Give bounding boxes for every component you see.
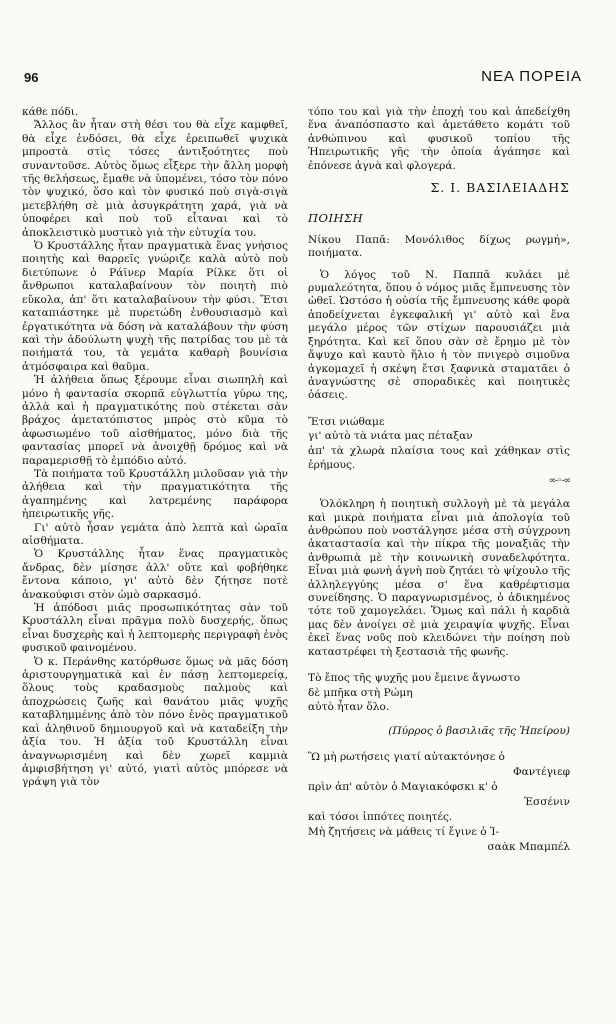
journal-title: ΝΕΑ ΠΟΡΕΙΑ [481, 68, 582, 85]
paragraph: Ὁ Κρυστάλλης ἦταν πραγματικὰ ἕνας γνήσιος ποιητὴς καὶ θαρρεῖς γνώριζε καλὰ αὐτὸ ποὺ διετύπωνε ὁ Ράϊνερ Μαρία Ρίλκε ὅτι οἱ ἄνθρωποι καταλαβαίνουν τὸν ποιητὴ πιὸ εὔκολα, ἀπ' ὅτι καταλαβαίνουν τὴν φύσι. Ἔτσι καταπιάστηκε μὲ πυρετώδη ἐνθουσιασμὸ καὶ ἐργατικότητα νὰ δόση νὰ καταλάβουν τὴν φύση καὶ τὴν ἀδούλωτη ψυχὴ τῆς πατρίδας του μὲ τὰ ποιήματά του, τὰ γεμάτα καθαρὴ βουνίσια ἀτμόσφαιρα καὶ θαῦμα. [22, 240, 288, 373]
poem-line: Μὴ ζητήσεις νὰ μάθεις τί ἔγινε ὁ Ἰ- [308, 825, 500, 838]
poem-source: (Πύρρος ὁ βασιλιᾶς τῆς Ἠπείρου) [388, 724, 570, 737]
book-reference: Νίκου Παπᾶ: Μονόλιθος δίχως ρωγμή», ποιήματα. [308, 233, 570, 260]
poem-line: καὶ τόσοι ἱππότες ποιητές. [308, 810, 453, 823]
paragraph: Ἄλλος ἂν ἦταν στὴ θέσι του θὰ εἶχε καμφθεῖ, θὰ εἶχε ἐνδόσει, θὰ εἶχε ἐρειπωθεῖ ψυχικὰ μπροστὰ στὶς τόσες ἀντιξοότητες ποὺ συναντοῦσε. Αὐτὸς ὅμως εἶξερε τὴν ἄλλη μορφὴ τῆς θελήσεως, ἔμαθε νὰ ὑπομένει, τόσο τὸν πόνο τὸν ψυχικό, ὅσο καὶ τὸν φυσικό ποὺ σιγὰ-σιγὰ μετεβλήθη σὲ μιὰ ἀσυγκράτητη χαρά, γιὰ νὰ ὑποφέρει καὶ ποὺ τοῦ εἶταναι καὶ τὸ ἀποκλειστικὸ μυστικὸ γιὰ τὴν εὐτυχία του. [22, 119, 288, 239]
poem-line: πρὶν ἀπ' αὐτὸν ὁ Μαγιακόφσκι κ' ὁ [308, 780, 498, 793]
page-number: 96 [24, 70, 39, 85]
paragraph: Ὁλόκληρη ἡ ποιητικὴ συλλογὴ μὲ τὰ μεγάλα καὶ μικρὰ ποιήματα εἶναι μιὰ ἀπολογία τοῦ ἀνθρώπου ποὺ νοστάλγησε μέσα στὴ σύγχρονη ἀκαταστασία καὶ τὴν πίκρα τῆς μοναξιᾶς τὴν ἀνθρωπιὰ μὲ τὴν κοινωνικὴ συναδελφότητα. Εἶναι μιὰ φωνὴ ἁγνὴ ποὺ ζητάει τὸ ψίχουλο τῆς ἀλληλεγγύης μέσα σ' ἕνα καθρέφτισμα συνείδησης. Ὁ παραγνωρισμένος, ὁ ἀδικημένος τότε τοῦ χαμογελάει. Ὅμως καὶ πάλι ἡ καρδιὰ μας δὲν ἀνοίγει σὲ μιὰ χειραψία ψυχῆς. Εἶναι ἐκεῖ ἕνας νοῦς ποὺ κλειδώνει τὴν ποίηση ποὺ καταστρέφει τὴ ξεστασιὰ τῆς φωνῆς. [308, 498, 570, 658]
paragraph: Γι' αὐτὸ ἦσαν γεμάτα ἀπὸ λεπτὰ καὶ ὡραῖα αἰσθήματα. [22, 521, 288, 547]
paragraph: Ἡ ἀλήθεια ὅπως ξέρουμε εἶναι σιωπηλὴ καὶ μόνο ἡ φαντασία σκορπᾶ εὐγλωττία γύρω της, ἀλλὰ καὶ ἡ πραγματικότης ποὺ στέκεται σὰν βράχος ἀμετατόπιστος μπρὸς στὸ κῦμα τὸ ἀφωσιωμένο τοῦ αἰσθήματος, μόνο διὰ τῆς φαντασίας μπορεῖ νὰ ἀνοιχθῇ δρόμος καὶ νὰ παραμερισθῇ τὸ ἐμπόδιο αὐτό. [22, 374, 288, 467]
poem-line: Φαντέγιεφ [512, 765, 570, 778]
paragraph: Ὁ Κρυστάλλης ἦταν ἕνας πραγματικὸς ἄνδρας, δὲν μίσησε ἀλλ' οὔτε καὶ φοβήθηκε ἔντονα κάποιο, γι' αὐτὸ δὲν ζήτησε ποτὲ ἀνακούφισι στὸν ὠμὸ σαρκασμό. [22, 548, 288, 601]
poem-line: Ἐσσένιν [523, 795, 570, 808]
poem-excerpt [308, 750, 570, 855]
poem-line: Ἔτσι νιώθαμε [308, 415, 385, 428]
poem-line: αὐτὸ ἦταν ὅλο. [308, 701, 390, 713]
paragraph: Ὁ κ. Περάνθης κατόρθωσε ὅμως νὰ μᾶς δόση ἀριστουργηματικὰ καὶ ἐν πάσῃ λεπτομερείᾳ, ὅλους τοὺς κραδασμοὺς παλμοὺς καὶ ἀποχρώσεις ζωῆς καὶ θανάτου μιᾶς ψυχῆς καταβλημμένης ἀπὸ τὸν πόνο ἑνὸς πραγματικοῦ καὶ ἀληθινοῦ δημιουργοῦ καὶ νὰ καταδείξη τὴν ἀξία του. Ἡ ἀξία τοῦ Κρυστάλλη εἶναι ἀναγνωρισμένη καὶ δὲν χωρεῖ καμμιὰ ἀμφισβήτηση γι' αὐτό, γιατὶ αὐτὸς μπόρεσε νὰ γράψη γιὰ τὸν [22, 655, 288, 789]
poem-line: ἀπ' τὰ χλωρὰ πλαίσια τους καὶ χάθηκαν στὶς ἐρήμους. [308, 444, 570, 472]
paragraph: Ὁ λόγος τοῦ Ν. Παππᾶ κυλάει μὲ ρυμαλεότητα, ὅπου ὁ νόμος μιᾶς ἔμπνευσης τὸν ὠθεῖ. Ὡστόσο ἡ οὐσία τῆς ἔμπνευσης κάθε φορὰ ἀποδείχνεται ἐγκεφαλική γι' αὐτὸ καὶ ἕνα μεγάλο μέρος τῶν στίχων παρουσιάζει μιὰ ξηρότητα. Καὶ κεῖ ὅπου σὰν σὲ ἔρημο μὲ τὸν ἄψυχο καὶ καυτὸ ἥλιο ἡ τὸν πνιγερὸ σιμοῦνα ἀγκομαχεῖ ἡ σκέψη ἔτσι ξαφνικὰ σταματᾶει ὁ ἀναγνώστης σὲ σποραδικὲς καὶ ποιητικὲς ὀάσεις. [308, 268, 570, 402]
paragraph: τόπο του καὶ γιὰ τὴν ἐποχή του καὶ ἀπεδείχθη ἕνα ἀναπόσπαστο καὶ ἀμετάθετο κομάτι τοῦ ἀνθώπινου καὶ φυσικοῦ τοπίου τῆς Ἠπειρωτικῆς γῆς τὴν ὁποία ἀγάπησε καὶ ἐπόνεσε ἁγνὰ καὶ φλογερά. [308, 106, 570, 172]
poem-excerpt [308, 671, 570, 715]
ornament-divider: ∞-◦-∞ [548, 475, 570, 486]
section-title: ΠΟΙΗΣΗ [308, 211, 364, 226]
poem-line: Ὢ μὴ ρωτήσεις γιατί αὐτακτόνησε ὁ [308, 750, 505, 763]
paragraph: Ἡ ἀπόδοσι μιᾶς προσωπικότητας σὰν τοῦ Κρυστάλλη εἶναι πρᾶγμα πολὺ δυσχερής, ὅπως εἶναι δυσχερὴς καὶ ἡ λεπτομερὴς περιγραφὴ ἑνὸς φυσικοῦ φαινομένου. [22, 602, 288, 655]
poem-line: Τὸ ἔπος τῆς ψυχῆς μου ἔμεινε ἄγνωστο [308, 672, 521, 684]
poem-line: σαὰκ Μπαμπέλ [487, 840, 570, 853]
poem-line: γι' αὐτὸ τὰ νιάτα μας πέταξαν [308, 430, 473, 443]
paragraph: κάθε πόδι. [22, 106, 79, 118]
right-column [308, 106, 570, 855]
left-column [22, 106, 288, 790]
page-header [24, 70, 582, 88]
poem-line: δὲ μπῆκα στὴ Ρώμη [308, 686, 413, 699]
author-signature: Σ. Ι. ΒΑΣΙΛΕΙΑΔΗΣ [430, 180, 570, 196]
poem-excerpt [308, 415, 570, 473]
paragraph: Τὰ ποιήματα τοῦ Κρυστάλλη μιλοῦσαν γιὰ τὴν ἀλήθεια καὶ τὴν πραγματικότητα τῆς ἀγαπημένης καὶ λατρεμένης παράφορα ἠπειρωτικῆς γῆς. [22, 467, 288, 521]
